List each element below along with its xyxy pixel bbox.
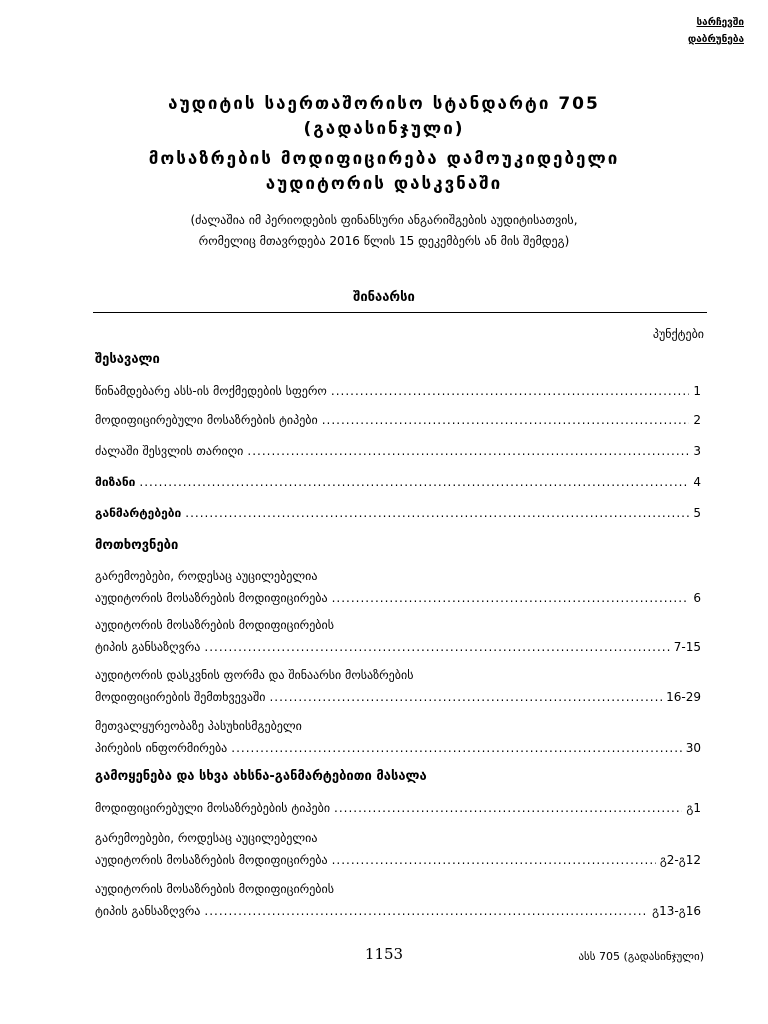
toc-entry-text[interactable]: მოდიფიცირების შემთხვევაში bbox=[95, 690, 266, 704]
toc-leader-dots bbox=[269, 686, 662, 708]
subtitle-line2: რომელიც მთავრდება 2016 წლის 15 დეკემბერს ან მის შემდეგ) bbox=[198, 234, 570, 248]
toc-entry-scope[interactable] bbox=[95, 380, 701, 402]
toc-entry-text[interactable]: მეთვალყურეობაზე პასუხისმგებელი bbox=[95, 719, 302, 733]
toc-entry-number: გ2-გ12 bbox=[659, 853, 701, 867]
toc-entry-number: 7-15 bbox=[673, 640, 701, 654]
toc-leader-dots bbox=[332, 849, 656, 871]
title-line4: აუდიტორის დასკვნაში bbox=[265, 174, 503, 194]
toc-entry-types[interactable] bbox=[95, 409, 701, 431]
toc-leader-dots bbox=[204, 900, 648, 922]
toc-entry-number: 16-29 bbox=[666, 690, 701, 704]
toc-entry-report-form[interactable] bbox=[95, 664, 701, 708]
back-link-line2[interactable]: დაბრუნება bbox=[687, 34, 744, 45]
section-requirements: მოთხოვნები bbox=[95, 538, 179, 553]
toc-entry-text[interactable]: ძალაში შესვლის თარიღი bbox=[95, 444, 244, 458]
toc-entry-text[interactable]: აუდიტორის დასკვნის ფორმა და შინაარსი მოსაზრების bbox=[95, 668, 414, 682]
section-intro: შესავალი bbox=[95, 352, 160, 367]
toc-entry-determining-type[interactable] bbox=[95, 614, 701, 658]
toc-leader-dots bbox=[204, 636, 669, 658]
contents-divider bbox=[93, 312, 707, 313]
section-application: გამოყენება და სხვა ახსნა-განმარტებითი მასალა bbox=[95, 769, 427, 784]
toc-leader-dots bbox=[247, 440, 689, 462]
toc-entry-text[interactable]: მოდიფიცირებული მოსაზრების ტიპები bbox=[95, 413, 318, 427]
title-line2: (გადასინჯული) bbox=[303, 119, 465, 139]
toc-entry-text[interactable]: წინამდებარე ასს-ის მოქმედების სფერო bbox=[95, 384, 327, 398]
subtitle-line1: (ძალაშია იმ პერიოდების ფინანსური ანგარიშგების აუდიტისათვის, bbox=[190, 213, 578, 227]
toc-entry-number: 1 bbox=[693, 384, 701, 398]
toc-entry-text[interactable]: აუდიტორის მოსაზრების მოდიფიცირების bbox=[95, 618, 334, 632]
toc-entry-text[interactable]: გარემოებები, როდესაც აუცილებელია bbox=[95, 831, 318, 845]
toc-leader-dots bbox=[185, 502, 689, 524]
toc-entry-app-types[interactable] bbox=[95, 797, 701, 819]
toc-leader-dots bbox=[334, 797, 682, 819]
standard-title bbox=[0, 92, 768, 142]
toc-entry-text[interactable]: აუდიტორის მოსაზრების მოდიფიცირება bbox=[95, 591, 328, 605]
toc-entry-text[interactable]: ტიპის განსაზღვრა bbox=[95, 904, 201, 918]
toc-entry-objective[interactable] bbox=[95, 471, 701, 493]
toc-leader-dots bbox=[231, 737, 681, 759]
footer-standard-code: ასს 705 (გადასინჯული) bbox=[578, 950, 704, 963]
standard-subject bbox=[0, 147, 768, 197]
page-number: 1153 bbox=[364, 945, 404, 963]
toc-entry-definitions[interactable] bbox=[95, 502, 701, 524]
title-line3: მოსაზრების მოდიფიცირება დამოუკიდებელი bbox=[148, 149, 620, 169]
toc-entry-text[interactable]: აუდიტორის მოსაზრების მოდიფიცირება bbox=[95, 853, 328, 867]
toc-entry-text[interactable]: განმარტებები bbox=[95, 506, 182, 520]
toc-entry-number: 3 bbox=[693, 444, 701, 458]
toc-entry-circumstances[interactable] bbox=[95, 565, 701, 609]
back-link-line1[interactable]: სარჩევში bbox=[696, 17, 744, 28]
toc-entry-number: 6 bbox=[693, 591, 701, 605]
toc-entry-communication[interactable] bbox=[95, 715, 701, 759]
toc-entry-text[interactable]: აუდიტორის მოსაზრების მოდიფიცირების bbox=[95, 882, 334, 896]
toc-entry-number: 2 bbox=[693, 413, 701, 427]
toc-entry-effective-date[interactable] bbox=[95, 440, 701, 462]
toc-entry-number: 30 bbox=[685, 741, 701, 755]
toc-entry-text[interactable]: მიზანი bbox=[95, 475, 136, 489]
toc-leader-dots bbox=[322, 409, 690, 431]
effective-date-note bbox=[0, 210, 768, 252]
toc-entry-app-determining-type[interactable] bbox=[95, 878, 701, 922]
toc-entry-number: გ13-გ16 bbox=[652, 904, 701, 918]
toc-entry-number: 4 bbox=[693, 475, 701, 489]
title-line1: აუდიტის საერთაშორისო სტანდარტი 705 bbox=[168, 94, 600, 114]
toc-leader-dots bbox=[139, 471, 689, 493]
toc-leader-dots bbox=[332, 587, 690, 609]
back-to-contents-link[interactable] bbox=[688, 14, 744, 48]
toc-entry-number: 5 bbox=[693, 506, 701, 520]
toc-entry-number: გ1 bbox=[686, 801, 701, 815]
toc-entry-app-circumstances[interactable] bbox=[95, 827, 701, 871]
points-column-label: პუნქტები bbox=[652, 327, 704, 341]
contents-heading: შინაარსი bbox=[353, 290, 415, 305]
toc-entry-text[interactable]: გარემოებები, როდესაც აუცილებელია bbox=[95, 569, 318, 583]
toc-entry-text[interactable]: ტიპის განსაზღვრა bbox=[95, 640, 201, 654]
toc-entry-text[interactable]: მოდიფიცირებული მოსაზრებების ტიპები bbox=[95, 801, 331, 815]
toc-leader-dots bbox=[331, 380, 689, 402]
toc-entry-text[interactable]: პირების ინფორმირება bbox=[95, 741, 228, 755]
